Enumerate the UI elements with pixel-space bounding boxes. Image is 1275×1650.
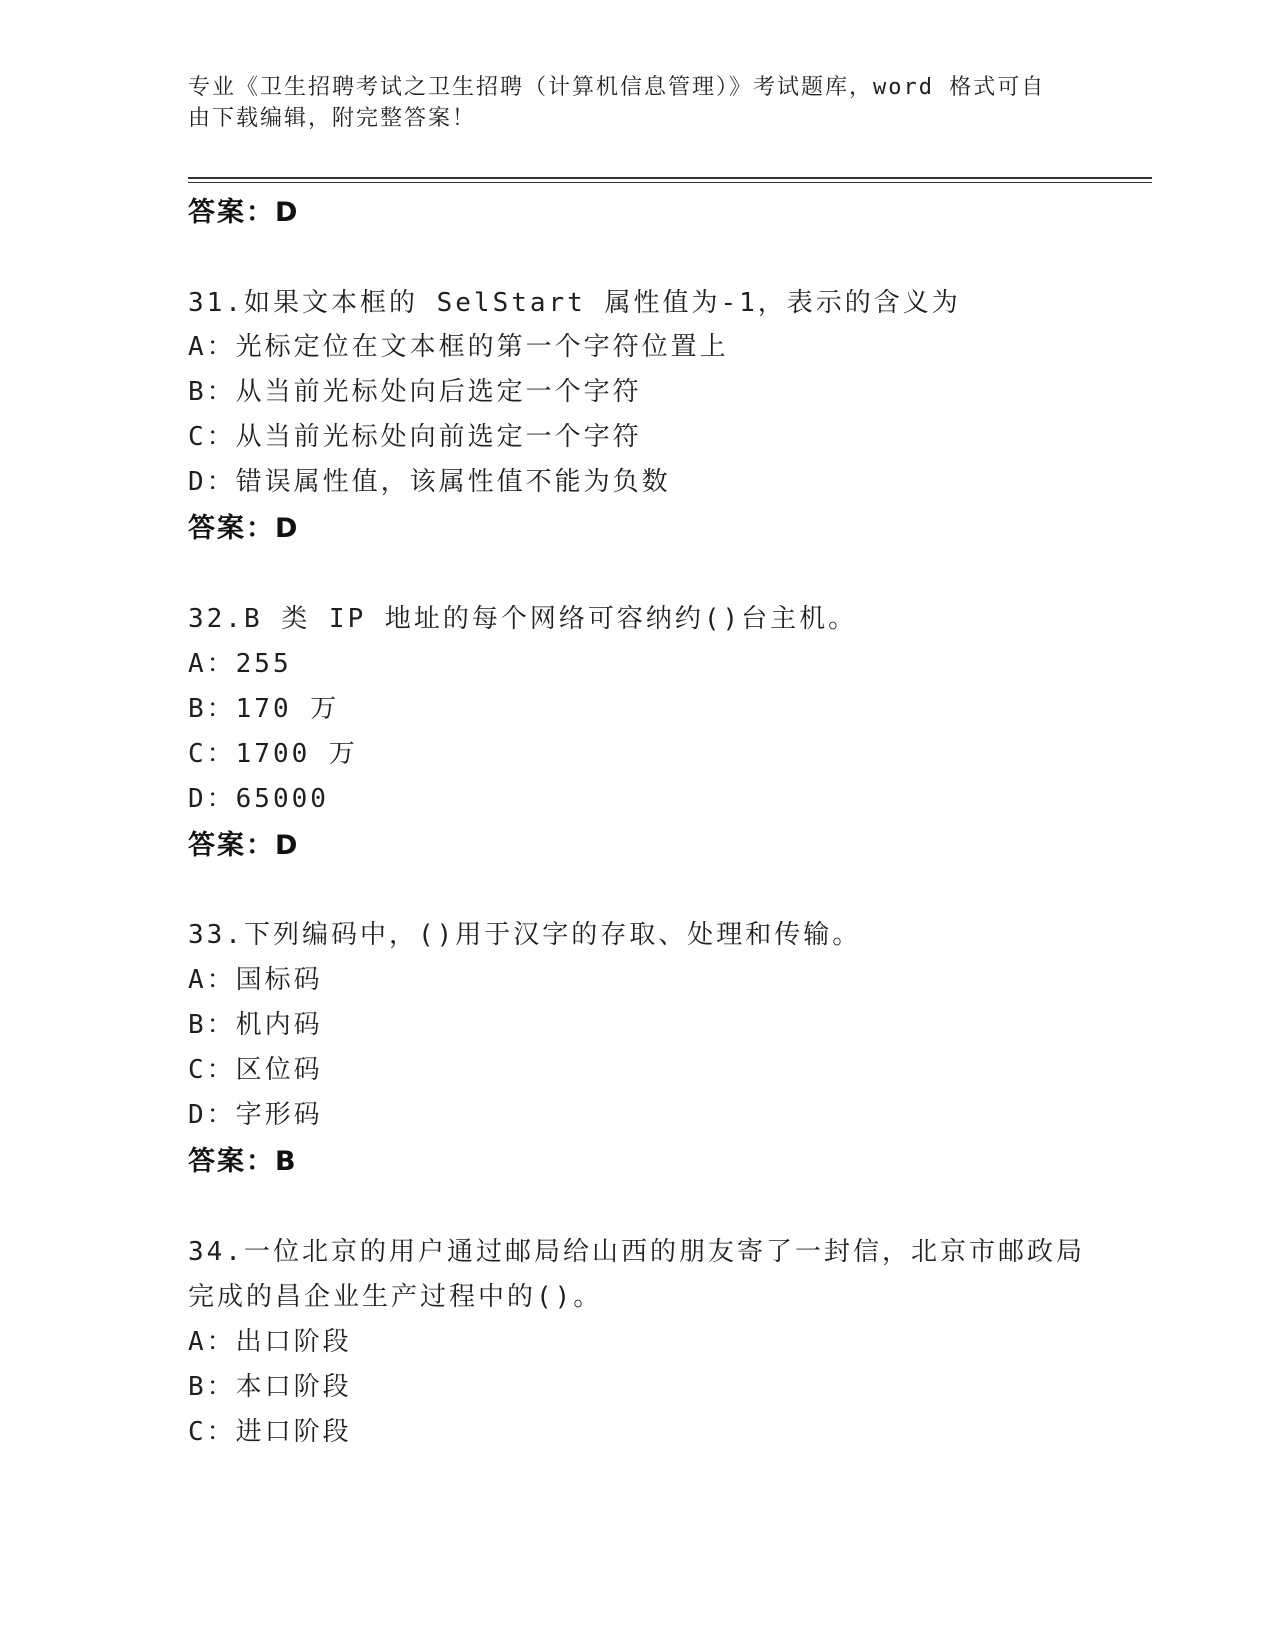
header-line-2: 由下载编辑，附完整答案！ — [188, 106, 477, 131]
previous-answer: 答案：D — [188, 197, 300, 228]
question-32-option-a: A：255 — [188, 649, 292, 679]
question-34-option-a: A：出口阶段 — [188, 1327, 352, 1357]
question-31-option-d: D：错误属性值，该属性值不能为负数 — [188, 467, 671, 497]
question-31-answer: 答案：D — [188, 513, 300, 544]
header-divider-thin — [188, 182, 1152, 183]
question-34-option-b: B：本口阶段 — [188, 1372, 352, 1402]
question-31-option-c: C：从当前光标处向前选定一个字符 — [188, 422, 642, 452]
question-32-option-c: C：1700 万 — [188, 739, 358, 769]
question-33-option-a: A：国标码 — [188, 965, 323, 995]
question-34-option-c: C：进口阶段 — [188, 1417, 352, 1447]
question-31-option-b: B：从当前光标处向后选定一个字符 — [188, 377, 642, 407]
question-32-option-b: B：170 万 — [188, 694, 340, 724]
header-line-1: 专业《卫生招聘考试之卫生招聘（计算机信息管理）》考试题库，word 格式可自 — [188, 75, 1046, 100]
question-32-stem: 32.B 类 IP 地址的每个网络可容纳约()台主机。 — [188, 604, 858, 634]
question-34-stem-line-2: 完成的昌企业生产过程中的()。 — [188, 1282, 603, 1312]
question-31-option-a: A：光标定位在文本框的第一个字符位置上 — [188, 332, 729, 362]
question-31-stem: 31.如果文本框的 SelStart 属性值为-1，表示的含义为 — [188, 288, 961, 318]
question-33-option-b: B：机内码 — [188, 1010, 323, 1040]
question-34-stem-line-1: 34.一位北京的用户通过邮局给山西的朋友寄了一封信，北京市邮政局 — [188, 1237, 1085, 1267]
question-33-option-c: C：区位码 — [188, 1055, 323, 1085]
question-32-answer: 答案：D — [188, 830, 300, 861]
question-33-option-d: D：字形码 — [188, 1100, 323, 1130]
question-33-answer: 答案：B — [188, 1146, 298, 1177]
header-divider-thick — [188, 177, 1152, 179]
question-33-stem: 33.下列编码中，()用于汉字的存取、处理和传输。 — [188, 920, 862, 950]
document-header — [188, 72, 1068, 134]
question-32-option-d: D：65000 — [188, 784, 329, 814]
